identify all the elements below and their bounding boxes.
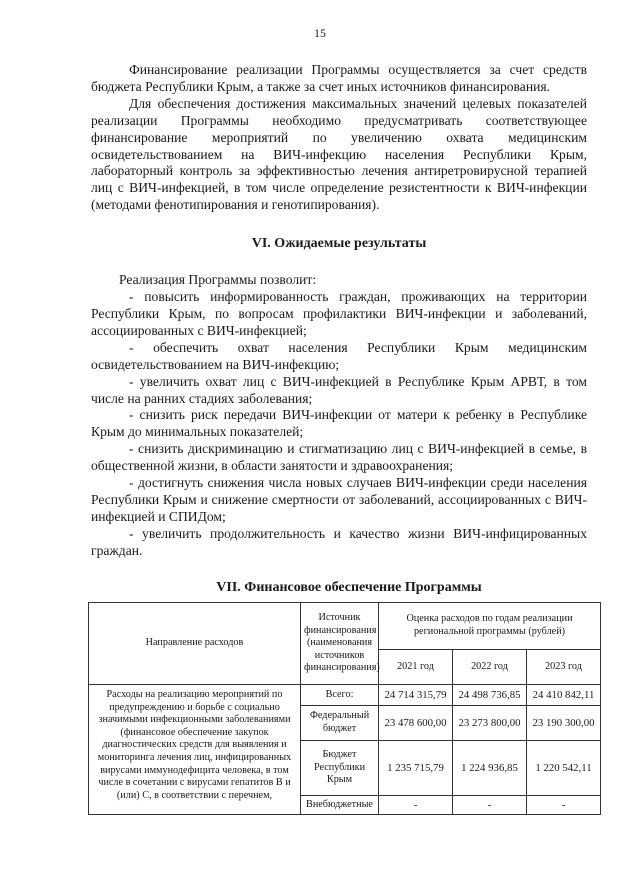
section-7-heading: VII. Финансовое обеспечение Программы <box>216 579 482 595</box>
source-cell: Федеральный бюджет <box>301 706 379 741</box>
value-cell: - <box>453 796 527 815</box>
result-item-4: - снизить риск передачи ВИЧ-инфекции от матери к ребенку в Республике Крым до минимальных показателей; <box>91 407 587 440</box>
header-direction: Направление расходов <box>89 603 301 685</box>
header-year-2021: 2021 год <box>379 650 453 685</box>
result-item-5: - снизить дискриминацию и стигматизацию лиц с ВИЧ-инфекцией в семье, в общественной жизни, в области занятости и здравоохранения; <box>91 441 587 474</box>
section-6-lead: Реализация Программы позволит: <box>119 272 317 288</box>
document-body <box>91 62 587 610</box>
page-number: 15 <box>314 26 326 40</box>
intro-paragraph-1: Финансирование реализации Программы осуществляется за счет средств бюджета Республики Крым, а также за счет иных источников финансирования. <box>91 62 587 94</box>
result-item-1: - повысить информированность граждан, проживающих на территории Республики Крым, по вопросам профилактики ВИЧ-инфекции и заболеваний, ассоциированных с ВИЧ-инфекцией; <box>91 289 587 338</box>
header-year-2023: 2023 год <box>527 650 601 685</box>
source-cell: Бюджет Республики Крым <box>301 741 379 796</box>
value-cell: 1 224 936,85 <box>453 741 527 796</box>
header-year-2022: 2022 год <box>453 650 527 685</box>
table-header-row <box>89 603 601 650</box>
value-cell: 23 190 300,00 <box>527 706 601 741</box>
value-cell: - <box>527 796 601 815</box>
value-cell: 1 235 715,79 <box>379 741 453 796</box>
table-row <box>89 685 601 706</box>
value-cell: 23 478 600,00 <box>379 706 453 741</box>
section-6-heading: VI. Ожидаемые результаты <box>251 236 427 252</box>
source-cell: Всего: <box>301 685 379 706</box>
result-item-2: - обеспечить охват населения Республики Крым медицинским освидетельствованием на ВИЧ-инфекцию; <box>91 339 587 372</box>
source-cell: Внебюджетные <box>301 796 379 815</box>
value-cell: - <box>379 796 453 815</box>
value-cell: 24 410 842,11 <box>527 685 601 706</box>
result-item-7: - увеличить продолжительность и качество жизни ВИЧ-инфицированных граждан. <box>91 525 587 558</box>
intro-paragraph-2: Для обеспечения достижения максимальных значений целевых показателей реализации Программы необходимо предусматривать соответствующее финансирование мероприятий по увеличению охвата медицинским освидетельствованием на ВИЧ-инфекцию населения Республики Крым, лабораторный контроль за эффективностью лечения антиретровирусной терапией лиц с ВИЧ-инфекцией, в том числе определение резистентности к ВИЧ-инфекции (методами фенотипирования и генотипирования). <box>91 95 587 213</box>
result-item-6: - достигнуть снижения числа новых случаев ВИЧ-инфекции среди населения Республики Крым и снижение смертности от заболеваний, ассоциированных с ВИЧ-инфекцией и СПИДом; <box>91 475 587 524</box>
result-item-3: - увеличить охват лиц с ВИЧ-инфекцией в Республике Крым АРВТ, в том числе на ранних стадиях заболевания; <box>91 373 587 406</box>
header-estimate: Оценка расходов по годам реализации региональной программы (рублей) <box>379 603 601 650</box>
financing-table <box>88 602 601 815</box>
value-cell: 24 498 736,85 <box>453 685 527 706</box>
direction-cell: Расходы на реализацию мероприятий по предупреждению и борьбе с социально значимыми инфекционными заболеваниями (финансовое обеспечение закупок диагностических средств для выявления и мониторинга лечения лиц, инфицированных вирусами иммунодефицита человека, в том числе в сочетании с вирусами гепатитов В и (или) С, в соответствии с перечнем, <box>89 685 301 815</box>
header-source: Источник финансирования (наименования источников финансирования) <box>301 603 379 685</box>
value-cell: 1 220 542,11 <box>527 741 601 796</box>
value-cell: 23 273 800,00 <box>453 706 527 741</box>
value-cell: 24 714 315,79 <box>379 685 453 706</box>
